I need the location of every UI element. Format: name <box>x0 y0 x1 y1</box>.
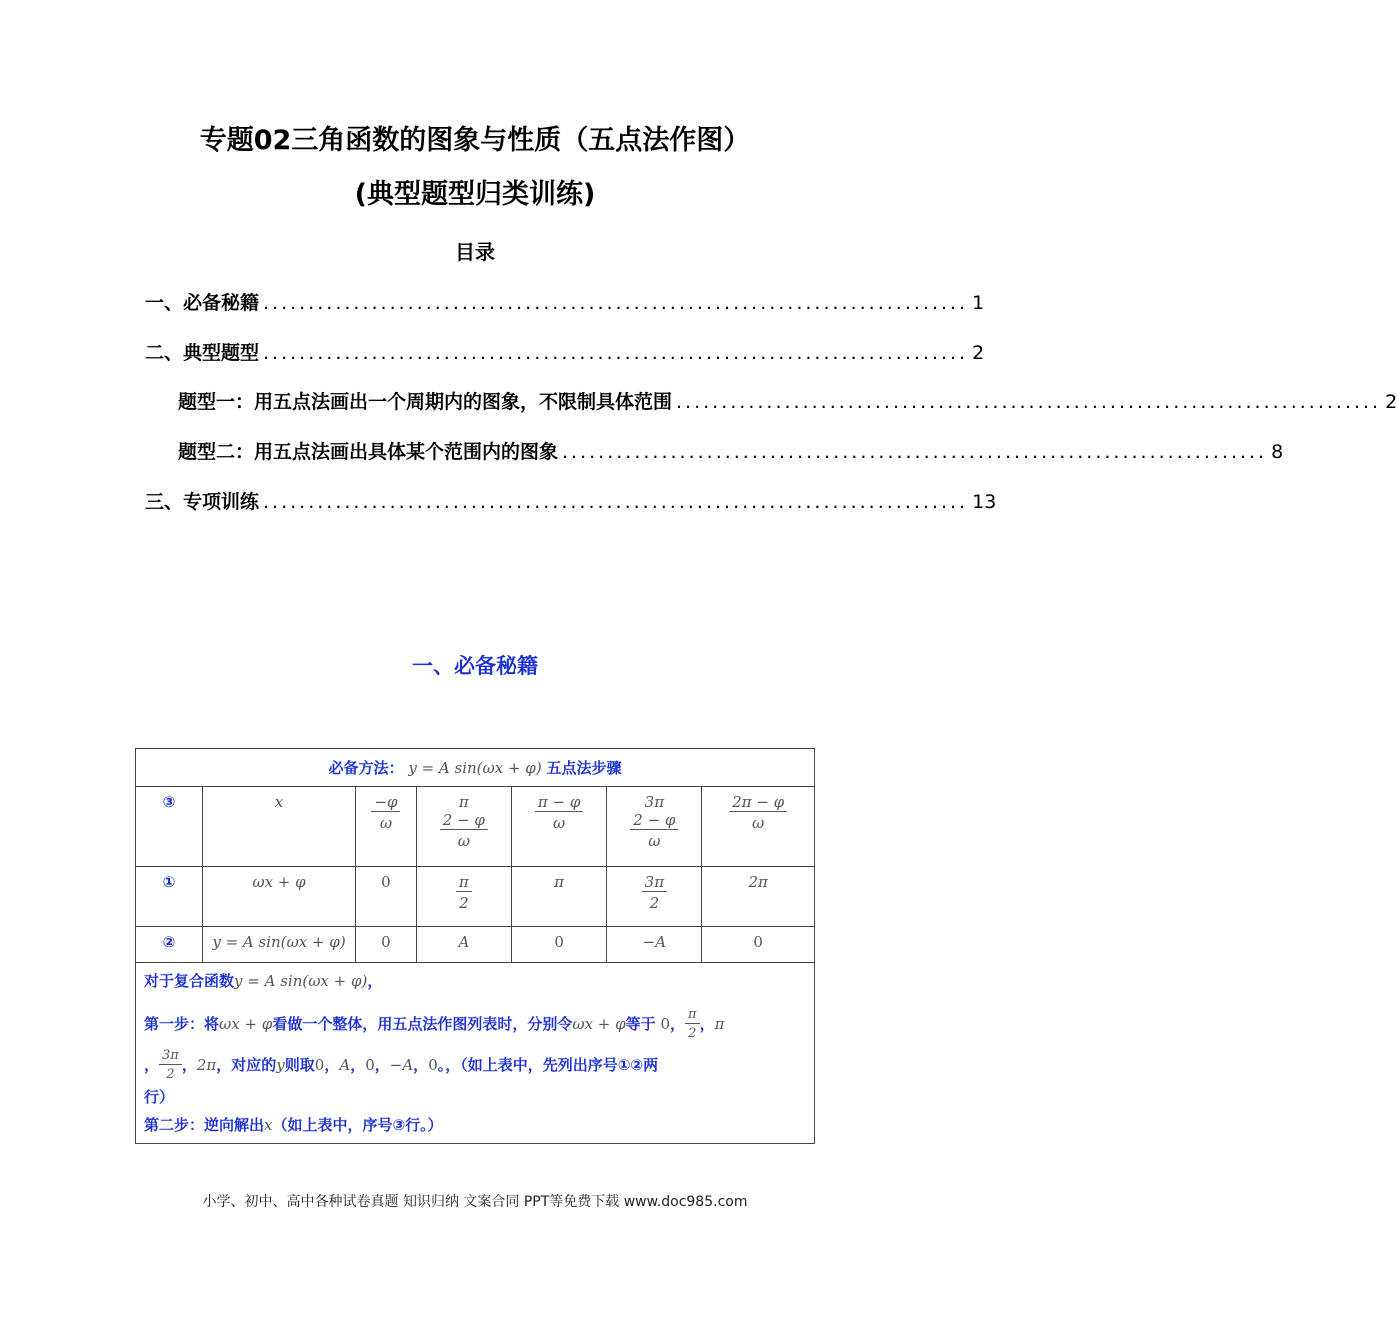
row-marker: ① <box>136 867 203 927</box>
table-cell: 2π <box>702 867 815 927</box>
toc-entry[interactable] <box>178 387 1397 414</box>
toc-page-number: 2 <box>1385 391 1397 413</box>
toc-entry[interactable] <box>178 437 1284 464</box>
document-subtitle: (典型题型归类训练) <box>354 179 596 210</box>
row-label: ωx + φ <box>203 867 356 927</box>
table-cell: $\frac{-\varphi}{\omega}$ <box>356 787 417 867</box>
toc-page-number: 2 <box>972 342 985 364</box>
toc-leader: .............................................................................. <box>676 391 1382 413</box>
section-title: 一、必备秘籍 <box>412 654 538 678</box>
table-cell: $\frac{\pi - \varphi}{\omega}$ <box>511 787 607 867</box>
toc-page-number: 13 <box>972 491 997 513</box>
row-label: y = A sin(ωx + φ) <box>203 927 356 963</box>
table-cell: 0 <box>702 927 815 963</box>
note-line: ， $\frac{3\pi}{2}$ ，2π，对应的y则取0，A，0，−A，0。，（如上表中，先列出序号①②两 <box>144 1048 659 1082</box>
table-row <box>136 963 815 1144</box>
toc-entry-label: 二、典型题型 <box>145 342 260 364</box>
table-header: 必备方法： y = A sin(ωx + φ) 五点法步骤 <box>136 749 815 787</box>
formula: y = A sin(ωx + φ) <box>408 759 542 777</box>
table-cell: π <box>511 867 607 927</box>
toc-entry-label: 题型一：用五点法画出一个周期内的图象，不限制具体范围 <box>178 391 673 413</box>
table-row <box>136 867 815 927</box>
toc-leader: .............................................................................. <box>263 292 969 314</box>
table-row <box>136 927 815 963</box>
table-cell: 0 <box>511 927 607 963</box>
row-marker: ③ <box>136 787 203 867</box>
table-row <box>136 787 815 867</box>
toc-leader: .............................................................................. <box>263 342 969 364</box>
toc-entry-label: 三、专项训练 <box>145 491 260 513</box>
toc-entry[interactable] <box>145 338 985 365</box>
table-cell: A <box>416 927 511 963</box>
toc-leader: .............................................................................. <box>263 491 969 513</box>
toc-entry[interactable] <box>145 288 985 315</box>
note-line: 对于复合函数y = A sin(ωx + φ)， <box>144 972 383 990</box>
table-cell: −A <box>607 927 702 963</box>
toc-page-number: 8 <box>1271 441 1284 463</box>
page-footer: 小学、初中、高中各种试卷真题 知识归纳 文案合同 PPT等免费下载 www.doc985.com <box>202 1194 748 1210</box>
method-notes <box>136 963 815 1144</box>
table-cell: $\frac{\pi}{2}$ <box>416 867 511 927</box>
row-marker: ② <box>136 927 203 963</box>
row-label: x <box>203 787 356 867</box>
toc-heading: 目录 <box>455 240 495 264</box>
table-cell: π 2 − φ ω <box>416 787 511 867</box>
table-cell: $\frac{3\pi}{2}$ <box>607 867 702 927</box>
five-point-method-table <box>135 748 815 1144</box>
note-line: 行） <box>144 1088 175 1106</box>
document-title: 专题02三角函数的图象与性质（五点法作图） <box>199 125 751 156</box>
table-cell: $\frac{2\pi - \varphi}{\omega}$ <box>702 787 815 867</box>
note-line: 第二步：逆向解出x（如上表中，序号③行。） <box>144 1116 443 1134</box>
toc-leader: .............................................................................. <box>562 441 1268 463</box>
table-cell: 0 <box>356 927 417 963</box>
toc-page-number: 1 <box>972 292 985 314</box>
toc-entry-label: 一、必备秘籍 <box>145 292 260 314</box>
toc-entry-label: 题型二：用五点法画出具体某个范围内的图象 <box>178 441 559 463</box>
table-cell: 0 <box>356 867 417 927</box>
note-line: 第一步：将ωx + φ看做一个整体，用五点法作图列表时，分别令ωx + φ等于 0， $\frac{\pi}{2}$ ，π <box>144 1007 725 1041</box>
table-cell: 3π 2 − φ ω <box>607 787 702 867</box>
toc-entry[interactable] <box>145 487 997 514</box>
